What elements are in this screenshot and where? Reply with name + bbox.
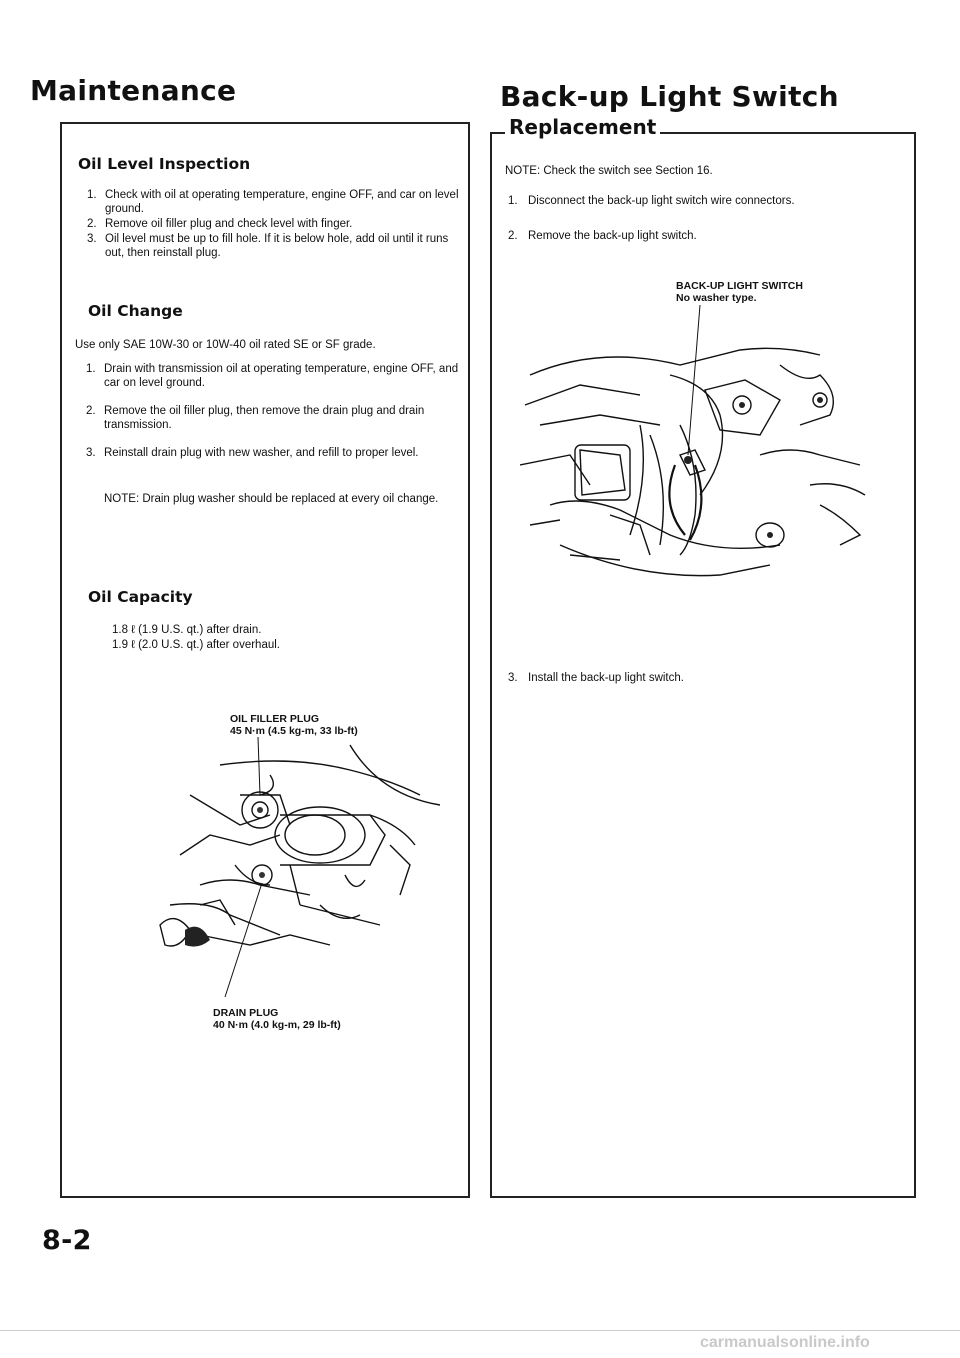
step-number: 2. <box>86 405 96 417</box>
step-number: 1. <box>87 189 97 201</box>
right-page-title: Back-up Light Switch <box>500 80 839 113</box>
step-number: 3. <box>86 447 96 459</box>
backup-switch-sublabel <box>676 292 757 304</box>
bottom-rule <box>0 1330 960 1331</box>
left-content-box <box>60 122 470 1198</box>
oil-change-step-3 <box>86 446 461 474</box>
backup-switch-label <box>676 280 803 292</box>
step-text: Remove oil filler plug and check level with finger. <box>105 218 353 230</box>
step-text: Remove the oil filler plug, then remove the drain plug and drain transmission. <box>104 405 425 431</box>
oil-change-step-1 <box>86 362 461 390</box>
oil-capacity-line-1: 1.8 ℓ (1.9 U.S. qt.) after drain. <box>112 624 262 636</box>
step-text: Drain with transmission oil at operating temperature, engine OFF, and car on level ground. <box>104 363 459 389</box>
oil-level-step-1 <box>87 188 462 216</box>
oil-change-step-2 <box>86 404 461 432</box>
step-text: Check with oil at operating temperature, engine OFF, and car on level ground. <box>105 189 459 215</box>
oil-level-step-2 <box>87 217 462 231</box>
step-number: 1. <box>86 363 96 375</box>
oil-level-heading: Oil Level Inspection <box>78 155 251 173</box>
label-text: DRAIN PLUG <box>213 1007 279 1019</box>
label-text: 45 N·m (4.5 kg-m, 33 lb-ft) <box>230 725 358 737</box>
label-text: OIL FILLER PLUG <box>230 713 320 725</box>
transmission-illustration <box>140 735 460 1005</box>
page-number: 8-2 <box>42 1225 92 1256</box>
oil-capacity-heading: Oil Capacity <box>88 588 193 606</box>
oil-filler-plug-label <box>230 713 319 725</box>
drain-plug-torque <box>213 1019 341 1031</box>
label-text: No washer type. <box>676 292 757 304</box>
oil-level-step-3 <box>87 232 462 260</box>
replacement-note: NOTE: Check the switch see Section 16. <box>505 165 713 177</box>
backup-light-switch-illustration <box>520 305 870 605</box>
step-number: 3. <box>508 672 518 684</box>
label-text: BACK-UP LIGHT SWITCH <box>676 280 803 292</box>
step-number: 2. <box>508 230 518 242</box>
left-page-title: Maintenance <box>30 74 237 107</box>
step-text: Reinstall drain plug with new washer, and refill to proper level. <box>104 447 419 459</box>
step-text: Install the back-up light switch. <box>528 672 684 684</box>
oil-change-heading: Oil Change <box>88 302 183 320</box>
replacement-heading <box>505 115 660 139</box>
site-watermark: carmanualsonline.info <box>700 1334 870 1351</box>
oil-change-note: NOTE: Drain plug washer should be replaced at every oil change. <box>104 493 439 505</box>
step-text: Disconnect the back-up light switch wire connectors. <box>528 195 795 207</box>
replacement-step-2 <box>508 229 908 243</box>
step-number: 1. <box>508 195 518 207</box>
step-number: 2. <box>87 218 97 230</box>
oil-capacity-line-2: 1.9 ℓ (2.0 U.S. qt.) after overhaul. <box>112 639 280 651</box>
drain-plug-label <box>213 1007 278 1019</box>
heading-text: Replacement <box>509 115 657 139</box>
replacement-step-3 <box>508 671 908 685</box>
step-number: 3. <box>87 233 97 245</box>
oil-change-intro: Use only SAE 10W-30 or 10W-40 oil rated SE or SF grade. <box>75 339 376 351</box>
label-text: 40 N·m (4.0 kg-m, 29 lb-ft) <box>213 1019 341 1031</box>
replacement-step-1 <box>508 194 908 208</box>
step-text: Oil level must be up to fill hole. If it is below hole, add oil until it runs out, then reinstall plug. <box>105 233 449 259</box>
step-text: Remove the back-up light switch. <box>528 230 697 242</box>
